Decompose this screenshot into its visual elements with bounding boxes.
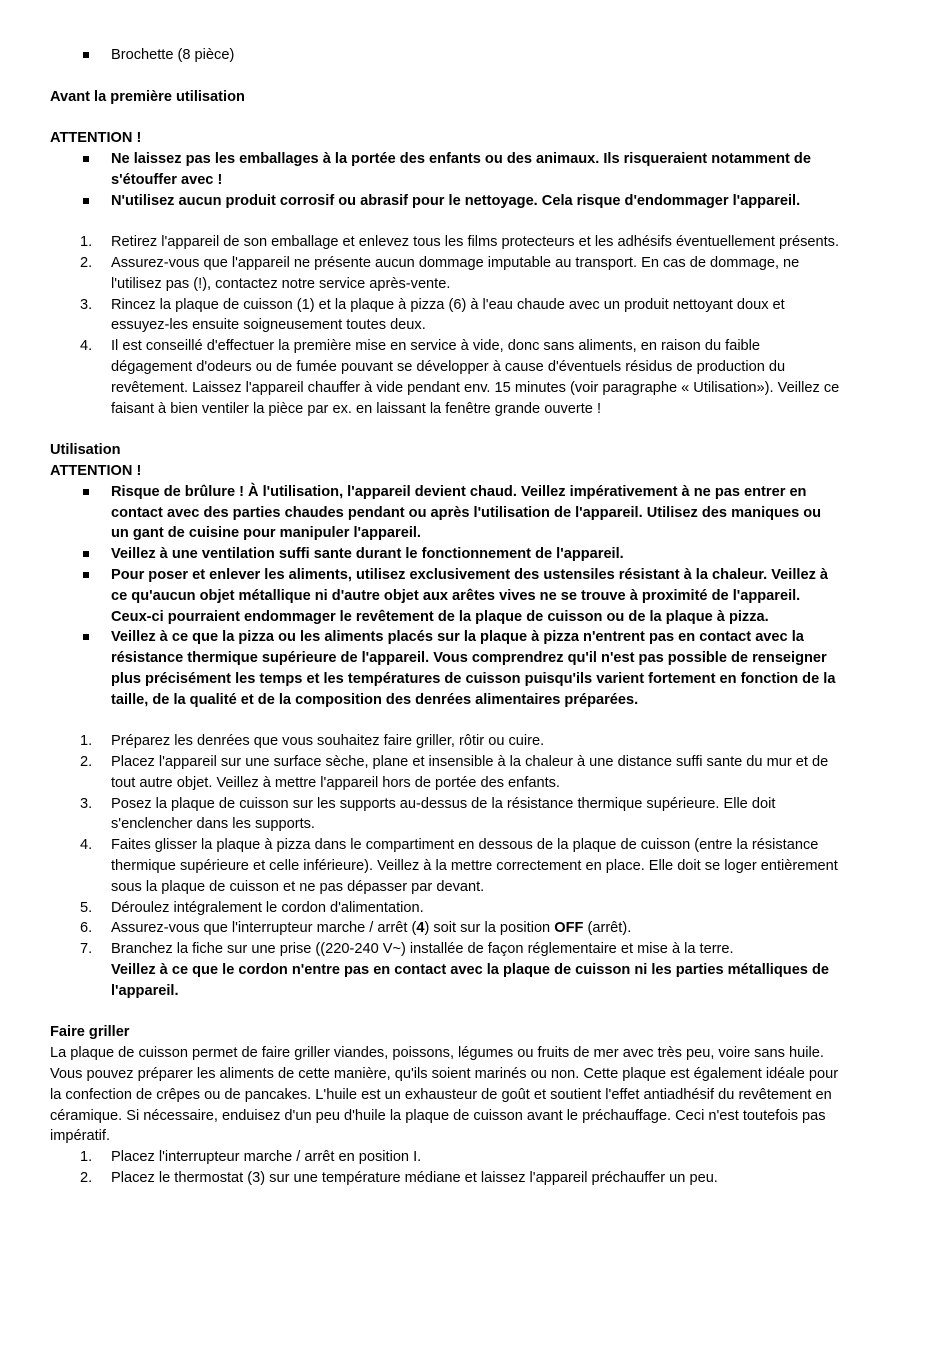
- attention-heading: ATTENTION !: [50, 130, 142, 147]
- section-title-usage: Utilisation: [50, 442, 121, 459]
- warning-item: Ne laissez pas les emballages à la portée des enfants ou des animaux. Ils risqueraient notamment de s'étouffer avec !: [50, 149, 840, 191]
- list-item: [50, 1168, 840, 1189]
- list-item: [50, 731, 840, 752]
- warning-item: Veillez à ce que la pizza ou les aliments placés sur la plaque à pizza n'entrent pas en contact avec la résistance thermique supérieure de l'appareil. Vous comprendrez qu'il n'est pas possible de renseigner plus précisément les temps et les températures de cuisson puisqu'ils varient fortement en fonction de la taille, de la qualité et de la composition des denrées alimentaires préparées.: [50, 627, 840, 710]
- step-text: Déroulez intégralement le cordon d'alimentation.: [111, 899, 424, 916]
- step-text: Rincez la plaque de cuisson (1) et la plaque à pizza (6) à l'eau chaude avec un produit nettoyant doux et essuyez-les ensuite soigneusement toutes deux.: [111, 296, 785, 334]
- step-number: 1.: [80, 733, 93, 750]
- steps-list: [50, 731, 840, 1001]
- step-text: Faites glisser la plaque à pizza dans le compartiment en dessous de la plaque de cuisson (entre la résistance thermique supérieure et celle inférieure). Veillez à la mettre correctement en place. Elle doit se loger entièrement sous la plaque de cuisson et ne pas dépasser par devant.: [111, 837, 838, 895]
- list-item: [50, 898, 840, 919]
- step-text: Assurez-vous que l'appareil ne présente aucun dommage imputable au transport. En cas de dommage, ne l'utilisez pas (!), contactez notre service après-vente.: [111, 254, 800, 292]
- document-content: [50, 45, 840, 1189]
- steps-list: [50, 1147, 840, 1189]
- step-text-mid: ) soit sur la position: [424, 920, 555, 937]
- step-text-post: (arrêt).: [583, 920, 632, 937]
- list-item: [50, 939, 840, 1001]
- warning-item: N'utilisez aucun produit corrosif ou abrasif pour le nettoyage. Cela risque d'endommager l'appareil.: [50, 191, 840, 212]
- step-number: 3.: [80, 296, 93, 313]
- section-title-first-use: Avant la première utilisation: [50, 88, 245, 105]
- switch-number: 4: [416, 920, 425, 937]
- steps-list: [50, 232, 840, 419]
- step-number: 5.: [80, 899, 93, 916]
- warning-list: [50, 149, 840, 211]
- warning-item: Veillez à une ventilation suffi sante durant le fonctionnement de l'appareil.: [50, 544, 840, 565]
- step-text: Il est conseillé d'effectuer la première mise en service à vide, donc sans aliments, en raison du faible dégagement d'odeurs ou de fumée pouvant se développer à cause d'éventuels résidus de production du revêtement. Laissez l'appareil chauffer à vide pendant env. 15 minutes (voir paragraphe « Utilisation»). Veillez ce faisant à bien ventiler la pièce par ex. en laissant la fenêtre grande ouverte !: [111, 338, 840, 417]
- step-number: 1.: [80, 234, 93, 251]
- accessory-list: [50, 45, 840, 66]
- list-item: [50, 295, 840, 337]
- list-item: [50, 232, 840, 253]
- list-item: [50, 752, 840, 794]
- step-number: 2.: [80, 754, 93, 771]
- step-number: 6.: [80, 920, 93, 937]
- step-text-pre: Assurez-vous que l'interrupteur marche / arrêt (: [111, 920, 417, 937]
- step-number: 3.: [80, 795, 93, 812]
- step-number: 1.: [80, 1149, 93, 1166]
- list-item: [50, 253, 840, 295]
- list-item: Brochette (8 pièce): [50, 45, 840, 66]
- step-text: Placez le thermostat (3) sur une température médiane et laissez l'appareil préchauffer un peu.: [111, 1170, 718, 1187]
- section-title-grilling: Faire griller: [50, 1024, 130, 1041]
- step-number: 4.: [80, 837, 93, 854]
- step-text: Placez l'interrupteur marche / arrêt en position I.: [111, 1149, 422, 1166]
- step-number: 7.: [80, 941, 93, 958]
- step-number: 4.: [80, 338, 93, 355]
- step-number: 2.: [80, 254, 93, 271]
- list-item: [50, 918, 840, 939]
- list-item: [50, 336, 840, 419]
- step-number: 2.: [80, 1170, 93, 1187]
- attention-heading: ATTENTION !: [50, 462, 142, 479]
- list-item: [50, 1147, 840, 1168]
- grilling-paragraph: La plaque de cuisson permet de faire griller viandes, poissons, légumes ou fruits de mer avec très peu, voire sans huile. Vous pouvez préparer les aliments de cette manière, qu'ils soient marinés ou non. Cette plaque est également idéale pour la confection de crêpes ou de pancakes. L'huile est un exhausteur de goût et soutient l'effet antiadhésif du revêtement en céramique. Si nécessaire, enduisez d'un peu d'huile la plaque de cuisson avant le préchauffage. Ceci n'est toutefois pas impératif.: [50, 1045, 839, 1145]
- warning-item: Risque de brûlure ! À l'utilisation, l'appareil devient chaud. Veillez impérativement à ne pas entrer en contact avec des parties chaudes pendant ou après l'utilisation de l'appareil. Utilisez des maniques ou un gant de cuisine pour manipuler l'appareil.: [50, 482, 840, 544]
- step-text: Branchez la fiche sur une prise ((220-240 V~) installée de façon réglementaire et mise à la terre.: [111, 941, 734, 958]
- warning-item: Pour poser et enlever les aliments, utilisez exclusivement des ustensiles résistant à la chaleur. Veillez à ce qu'aucun objet métallique ni d'autre objet aux arêtes vives ne se trouve à proximité de l'appareil. Ceux-ci pourraient endommager le revêtement de la plaque de cuisson ou de la plaque à pizza.: [50, 565, 840, 627]
- list-item: [50, 794, 840, 836]
- step-text: Placez l'appareil sur une surface sèche, plane et insensible à la chaleur à une distance suffi sante du mur et de tout autre objet. Veillez à mettre l'appareil hors de portée des enfants.: [111, 754, 829, 791]
- step-text: Posez la plaque de cuisson sur les supports au-dessus de la résistance thermique supérieure. Elle doit s'enclencher dans les supports.: [111, 795, 776, 833]
- step-text: Préparez les denrées que vous souhaitez faire griller, rôtir ou cuire.: [111, 733, 545, 750]
- list-item: [50, 835, 840, 897]
- step-text: Retirez l'appareil de son emballage et enlevez tous les films protecteurs et les adhésifs éventuellement présents.: [111, 234, 839, 251]
- step-warning: Veillez à ce que le cordon n'entre pas en contact avec la plaque de cuisson ni les parties métalliques de l'appareil.: [111, 962, 830, 999]
- off-label: OFF: [554, 920, 584, 937]
- warning-list: [50, 482, 840, 711]
